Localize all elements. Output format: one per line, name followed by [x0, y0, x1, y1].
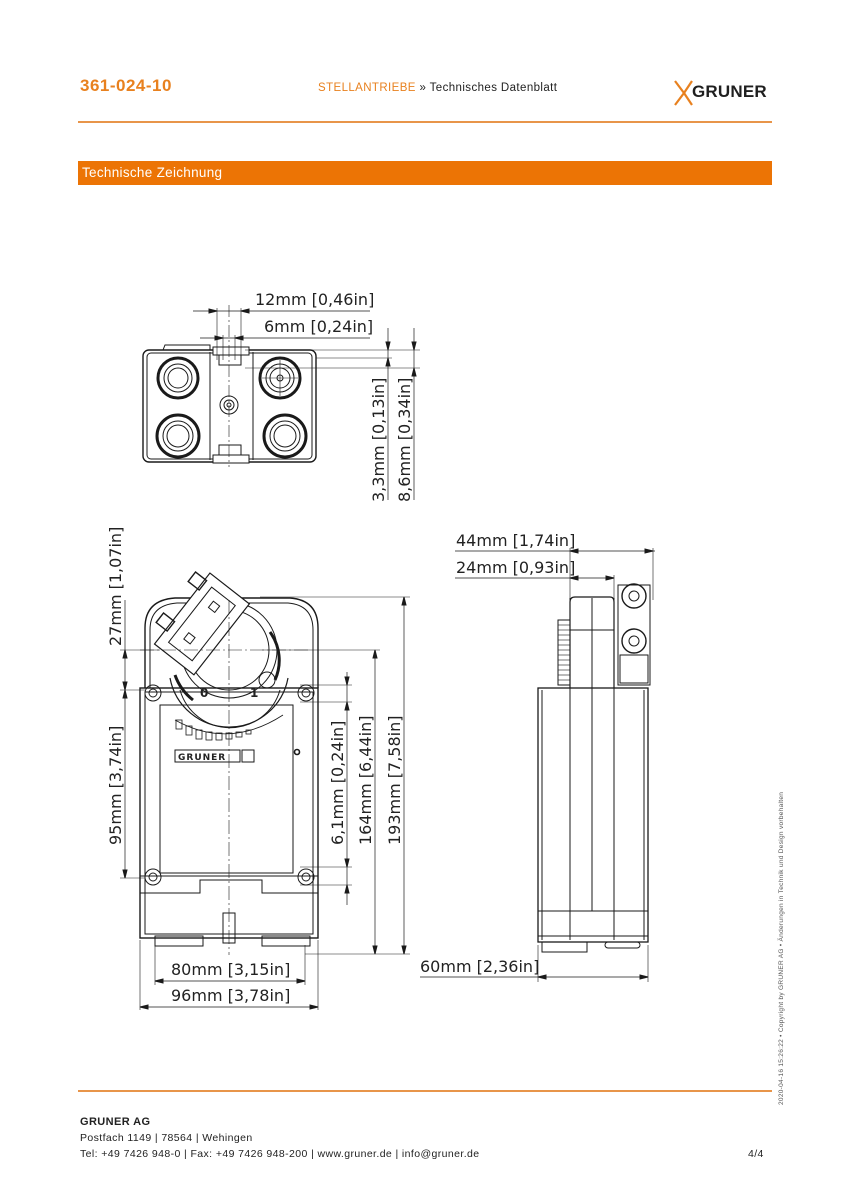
dim-side-24mm: 24mm [0,93in] — [456, 558, 576, 577]
article-number: 361-024-10 — [80, 76, 172, 95]
dim-side-60mm: 60mm [2,36in] — [420, 957, 540, 976]
header-doc-type: Technisches Datenblatt — [429, 82, 558, 94]
dim-front-193mm: 193mm [7,58in] — [385, 715, 404, 845]
dim-top-6mm: 6mm [0,24in] — [264, 317, 374, 336]
footer-divider — [78, 1090, 772, 1092]
copyright-note: 2020-04-16 15:26:22 • Copyright by GRUNER AG • Änderungen in Technik und Design vorbehalten — [778, 791, 785, 1105]
dim-side-44mm: 44mm [1,74in] — [456, 531, 576, 550]
dim-front-96mm: 96mm [3,78in] — [171, 986, 291, 1005]
dial-label-0: 0 — [200, 686, 209, 700]
header-category: STELLANTRIEBE — [318, 82, 416, 94]
dim-front-80mm: 80mm [3,15in] — [171, 960, 291, 979]
dim-front-6-1mm: 6,1mm [0,24in] — [328, 720, 347, 845]
housing-brand-label: GRUNER — [178, 753, 227, 763]
logo-wordmark: GRUNER — [692, 82, 767, 101]
dial-label-1: 1 — [250, 686, 259, 700]
footer-company: GRUNER AG — [80, 1116, 151, 1128]
page-number: 4/4 — [748, 1148, 764, 1160]
section-title: Technische Zeichnung — [82, 165, 223, 180]
dim-front-164mm: 164mm [6,44in] — [356, 715, 375, 845]
dim-front-27mm: 27mm [1,07in] — [106, 526, 125, 646]
dim-top-3-3mm: 3,3mm [0,13in] — [369, 377, 388, 502]
footer-contact: Tel: +49 7426 948-0 | Fax: +49 7426 948-200 | www.gruner.de | info@gruner.de — [80, 1148, 480, 1160]
dim-front-95mm: 95mm [3,74in] — [106, 725, 125, 845]
dim-top-8-6mm: 8,6mm [0,34in] — [395, 377, 414, 502]
dim-top-12mm: 12mm [0,46in] — [255, 290, 375, 309]
header-separator: » — [415, 82, 430, 94]
footer-address: Postfach 1149 | 78564 | Wehingen — [80, 1132, 253, 1144]
side-view — [420, 548, 655, 982]
